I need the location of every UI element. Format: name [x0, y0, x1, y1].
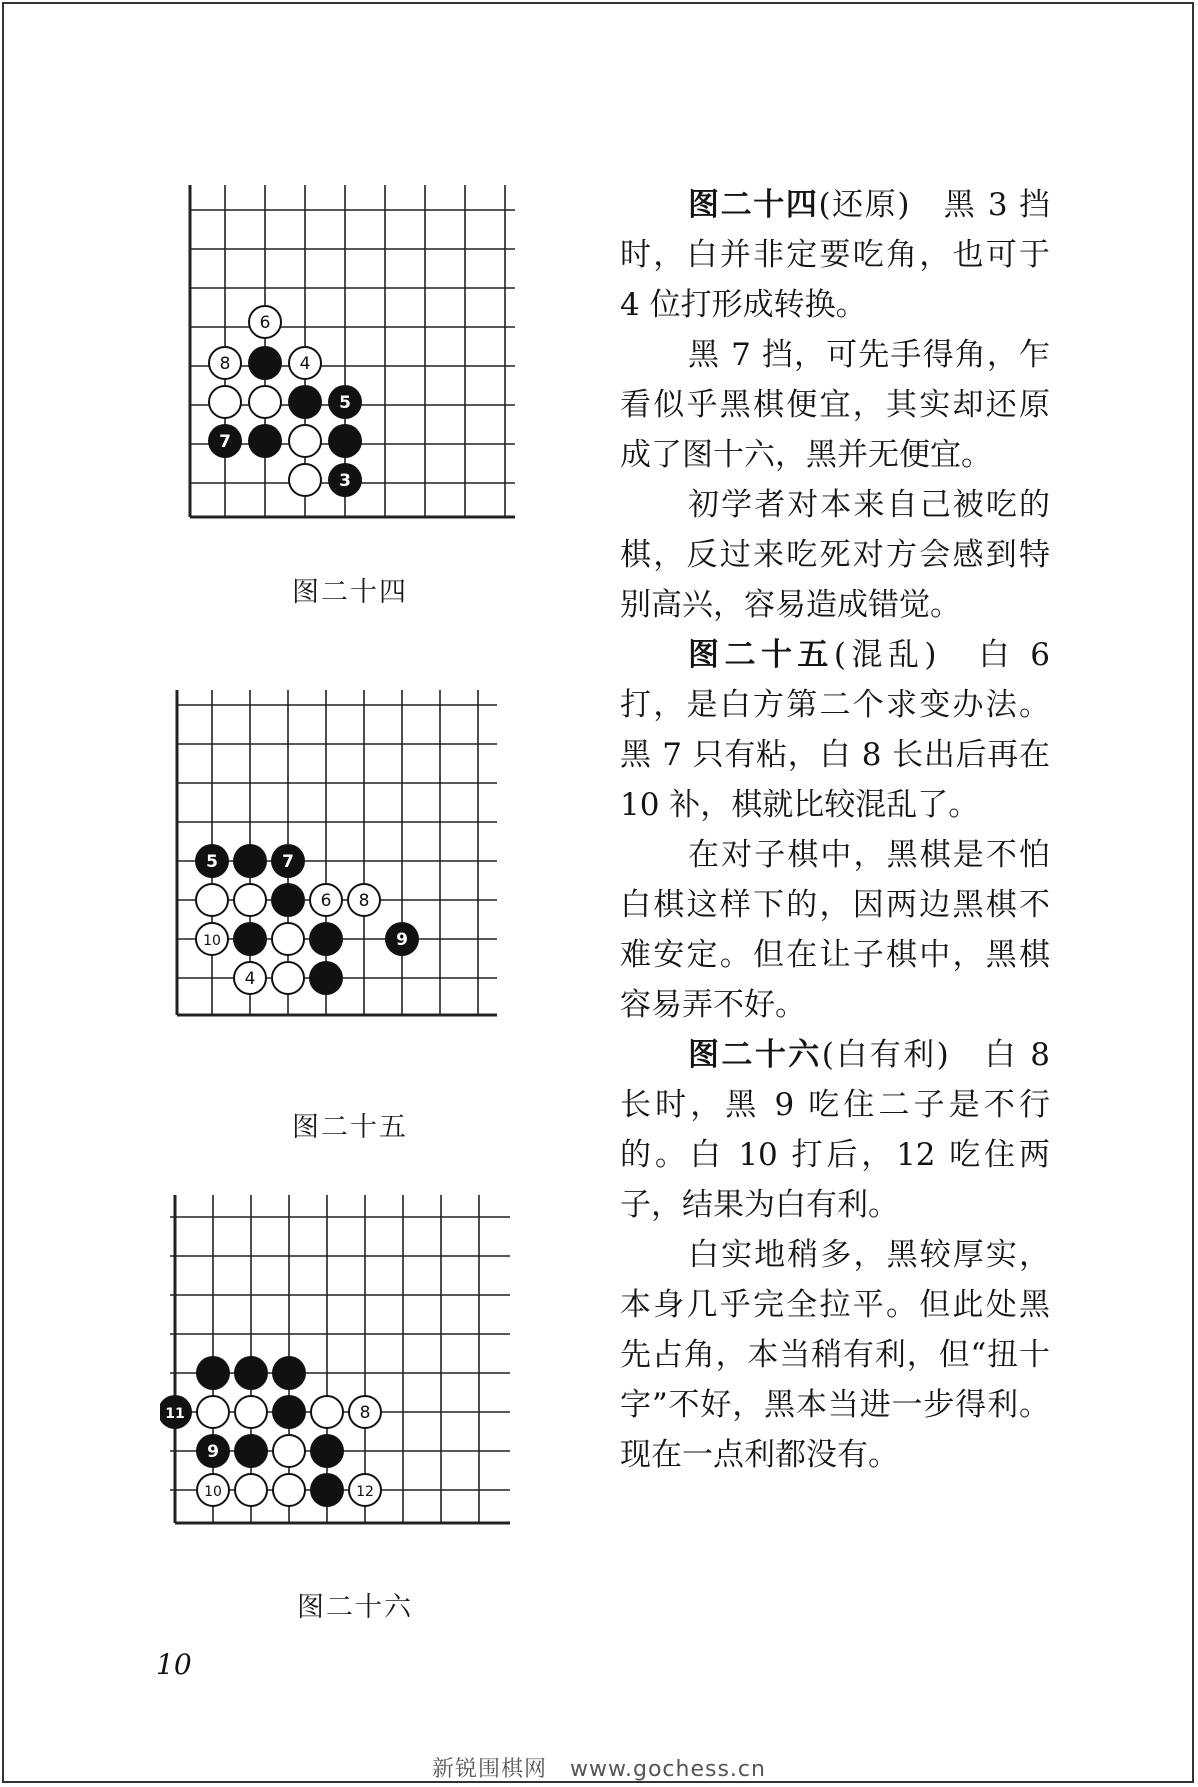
black-stone: [272, 1395, 306, 1429]
stone-label: 5: [339, 393, 351, 413]
stone-label: 12: [356, 1484, 374, 1500]
black-stone: [272, 1356, 306, 1390]
site-watermark: 新锐围棋网 www.gochess.cn: [432, 1757, 766, 1782]
white-stone: [197, 1396, 229, 1428]
go-diagram-25: [172, 690, 507, 1020]
paragraph-text: (白有利) 白 8 长时，黑 9 吃住二子是不行的。白 10 打后，12 吃住两子，结果为白有利。: [620, 1037, 1051, 1223]
white-stone: [209, 386, 241, 418]
black-stone: [328, 424, 362, 458]
section-heading: 图二十五: [688, 637, 834, 673]
diagram-caption: 图二十四: [292, 577, 408, 608]
white-stone: [311, 1396, 343, 1428]
black-stone: [271, 883, 305, 917]
go-diagram-26: [160, 1195, 515, 1530]
page-number: 10: [156, 1648, 192, 1681]
black-stone: [248, 346, 282, 380]
stone-label: 7: [282, 852, 294, 872]
stone-label: 7: [219, 432, 231, 452]
stone-label: 6: [259, 313, 271, 333]
paragraph: 在对子棋中，黑棋是不怕白棋这样下的，因两边黑棋不难安定。但在让子棋中，黑棋容易弄不好。: [620, 837, 1050, 1023]
paragraph: [620, 1030, 1050, 1230]
stone-label: 8: [219, 354, 231, 374]
go-diagram-24: [185, 180, 530, 520]
white-stone: [234, 884, 266, 916]
stone-label: 4: [244, 969, 256, 989]
black-stone: [196, 1356, 230, 1390]
diagram-caption: 图二十六: [297, 1592, 413, 1623]
stone-label: 6: [320, 891, 332, 911]
white-stone: [235, 1474, 267, 1506]
paragraph: 初学者对本来自己被吃的棋，反过来吃死对方会感到特别高兴，容易造成错觉。: [620, 487, 1050, 623]
stone-label: 11: [165, 1406, 185, 1422]
stone-label: 10: [204, 1484, 222, 1500]
black-stone: [234, 1434, 268, 1468]
stone-label: 3: [339, 471, 351, 491]
white-stone: [235, 1396, 267, 1428]
paragraph: 黑 7 挡，可先手得角，乍看似乎黑棋便宜，其实却还原成了图十六，黑并无便宜。: [620, 337, 1050, 473]
white-stone: [249, 386, 281, 418]
black-stone: [233, 922, 267, 956]
black-stone: [310, 1473, 344, 1507]
black-stone: [233, 844, 267, 878]
black-stone: [234, 1356, 268, 1390]
section-heading: 图二十四: [688, 187, 819, 223]
black-stone: [248, 424, 282, 458]
paragraph: 白实地稍多，黑较厚实，本身几乎完全拉平。但此处黑先占角，本当稍有利，但“扭十字”不好，黑本当进一步得利。现在一点利都没有。: [620, 1237, 1050, 1473]
stone-label: 8: [358, 891, 370, 911]
black-stone: [309, 922, 343, 956]
white-stone: [289, 425, 321, 457]
stone-label: 4: [299, 354, 311, 374]
white-stone: [196, 884, 228, 916]
white-stone: [273, 1435, 305, 1467]
paragraph-text: (混乱) 白 6 打，是白方第二个求变办法。黑 7 只有粘，白 8 长出后再在 10 补，棋就比较混乱了。: [620, 637, 1051, 823]
white-stone: [272, 962, 304, 994]
black-stone: [288, 385, 322, 419]
paragraph: [620, 180, 1050, 330]
body-text: [620, 180, 1050, 1480]
stone-label: 9: [207, 1442, 219, 1462]
white-stone: [273, 1474, 305, 1506]
stone-label: 10: [203, 933, 221, 949]
black-stone: [309, 961, 343, 995]
black-stone: [310, 1434, 344, 1468]
white-stone: [289, 464, 321, 496]
stone-label: 9: [396, 930, 408, 950]
paragraph-text: (还原) 黑 3 挡时，白并非定要吃角，也可于 4 位打形成转换。: [620, 187, 1051, 323]
stone-label: 8: [359, 1403, 371, 1423]
section-heading: 图二十六: [688, 1037, 822, 1073]
white-stone: [272, 923, 304, 955]
stone-label: 5: [206, 852, 218, 872]
diagram-caption: 图二十五: [292, 1112, 408, 1143]
paragraph: [620, 630, 1050, 830]
